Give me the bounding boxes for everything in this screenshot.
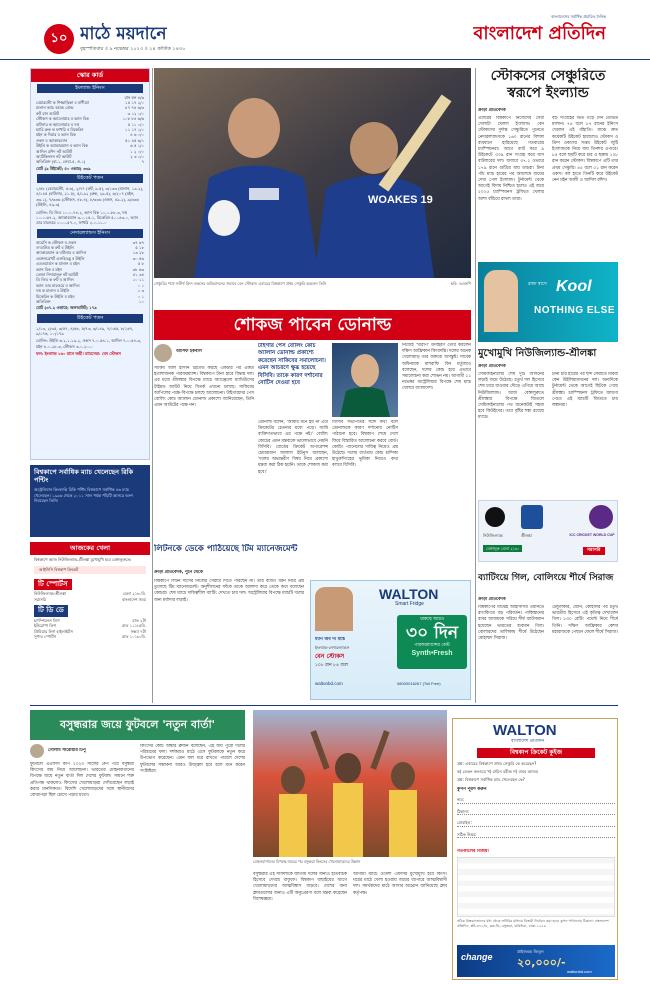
row-label: হ্যারি ব্রুক ক ফাখরি ব মিকেরিন	[36, 126, 84, 132]
fow2-text: ১/১৩, ২/৩৫, ৩/৫৭, ৪/৬৮, ৫/৭৩, ৬/১৪৯, ৭/১৬৫, ৮/১৬৭, ৯/১৭৬, ১০/১৭৯	[36, 325, 134, 336]
row-label: বেয়ারস্টো ক শিজ্জাড়িকা ব বাণীয়্যা	[36, 99, 90, 105]
row-value: ১০৮ ৮৪ ৬/৬	[122, 116, 144, 122]
page-number: ১০	[44, 24, 74, 54]
walton-sub: Smart Fridge	[395, 601, 424, 607]
row-value: ০ ১	[137, 282, 144, 288]
ad-model-figure	[484, 270, 518, 332]
walton-quiz-logo: WALTON	[493, 722, 557, 739]
bowling2-text: বোলিং: উইলি ৬.২-১-১৯-২, ওকস ৭-০-৫৪-১, আদিল ৭-০-৫৪-৩, মইন ৮-০-২৮-৩, স্টোকস ৩-০-২০-০	[36, 338, 142, 349]
scorecard-total: মোট (৯ উইকেট; ৫০ ওভার) ৩৩৯	[36, 165, 91, 171]
walton-quiz-sub: বাংলাদেশ প্রতিদিন	[511, 739, 545, 744]
stokes-photo	[154, 68, 471, 278]
row-label: প্রিমিয়ার লিগ হাইলাইটস	[34, 628, 73, 634]
trivia-box	[30, 465, 150, 537]
tv2-schedule	[30, 618, 150, 640]
row-value: ১৩ ২৮	[132, 250, 144, 256]
row-label: ওকস ব অ্যাকারম্যান	[36, 137, 68, 143]
liton-text: বিশ্বকাপে লিটন দাসের নিজের সেরাটা দিতে পারছেন না। তার ব্যাটিং ধরন নিয়ে প্রশ্ন তুলেছে টিম ম্যানেজমেন্ট। অনুশীলনের ফাঁকে তাকে আলাদা করে ডেকে কথা বলেছেন কোচরা। শেষ ম্যাচে দায়িত্বশীল ব্যাটিং দেখতে চায় দল। অস্ট্রেলিয়ার বিপক্ষে ম্যাচটি দলের জন্য মর্যাদার লড়াই।	[154, 579, 304, 603]
scorecard-box	[30, 68, 150, 460]
tv2-row	[30, 634, 150, 640]
row-label: মালান ক্যাচ অ্যান্ড বোল্ড	[36, 105, 74, 111]
mom-player: বেন স্টোকস	[315, 653, 345, 660]
lead-photo-caption: সেঞ্চুরির পথে সতীর্থ ক্রিস ওকসের অভিবাদনের জবাবে বেন স্টোকস। এবারের বিশ্বকাপে প্রথম সেঞ্চুরি করলেন তিনি	[154, 281, 327, 286]
row-value: ৪১ ৩৪	[132, 271, 144, 277]
lead-photo-credit: ছবি: এএফপি	[450, 281, 471, 286]
winners-title: গতকালের বিজয়ী	[457, 849, 489, 854]
row-value: ৫ ১১ ০/০	[127, 121, 144, 127]
quiz-q1: প্রশ্ন: এবারের বিশ্বকাপে প্রথম সেঞ্চুরি কে করেছেন?	[457, 761, 537, 766]
live-badge: সরাসরি	[583, 547, 605, 555]
offer-days: ৩০ দিন	[406, 623, 458, 644]
row-value: ০ ১	[137, 293, 144, 299]
fow2-title: উইকেট পতন	[37, 314, 143, 323]
siraj-col2: টেন্ডুলকার, ধোনি, কোহলির পর চতুর্থ ভারতীয় হিসেবে এই কৃতিত্ব দেখালেন গিল। ৮৩০ রেটিং পয়েন্ট নিয়ে শীর্ষে তিনি। দক্ষিণ আফ্রিকার কেশব মহারাজকে পেছনে ফেলে শীর্ষে সিরাজ।	[552, 605, 618, 635]
world-cup-icon	[589, 505, 613, 529]
row-label: তেজা নিদামানুরু নট আউট	[36, 271, 79, 277]
quiz-form-field[interactable]: নাম:	[457, 795, 615, 804]
row-value: বেলা ২:৩০মি.	[122, 591, 146, 597]
row-value: ৫ ১৮	[135, 244, 144, 250]
row-label: অ্যাটকিনসন নট আউট	[36, 153, 72, 159]
kool-brand: Kool	[556, 278, 592, 295]
tv1-schedule	[30, 591, 150, 602]
row-value: ২ ৩ ০/০	[130, 153, 144, 159]
row-label: স্টোকস ক অ্যালোয়ার ব ভ্যান বিক	[36, 116, 89, 122]
row-label: ডি লিড ক রুট ব আদিল	[36, 277, 74, 283]
quiz-site: waltonbd.com	[567, 969, 592, 974]
row-label: অতিরিক্ত (বা-১, লেবা-৫, ও-১)	[36, 159, 86, 165]
change-logo: change	[461, 952, 493, 962]
column-rule	[475, 68, 476, 703]
row-value: রাত ১০:৩০মি.	[121, 634, 146, 640]
scorecard-team2: নেদারল্যান্ডস ইনিংস	[37, 229, 143, 238]
quiz-rules: সঠিক উত্তরদাতাদের মধ্য থেকে লটারির মাধ্যমে বিজয়ী নির্বাচন করা হবে। কুপন পাঠানোর ঠিকানা: বাংলাদেশ প্রতিদিন, প্লট-৩৭১/এ, ব্লক-ডি, বসুন্ধরা, বারিধারা, ঢাকা-১২২৯	[457, 919, 609, 928]
lead-col2: বড় সংগ্রহের ভিত গড়ে দেন ডেভিড মালান। ৭৪ বলে ৮৭ রানের ইনিংস খেলেন এই বাঁহাতি। মাঝে দ্রুত কয়েকটি উইকেট হারালেও স্টোকস ও ক্রিস ওকসের সপ্তম উইকেট জুটি ইংল্যান্ডকে নিয়ে যায় তিনশর ওপারে। ৮৪ বলে ছয়টি করে চার ও ছক্কায় ১০৮ রান করেন স্টোকস। বিশ্বকাপে এটি তার প্রথম সেঞ্চুরি। ৪৫ বলে ৫১ রান করেন ওকস। বল হাতে তিনটি করে উইকেট নেন মইন আলী ও আদিল রশিদ।	[552, 116, 618, 184]
match-result: ফল: ইংল্যান্ড ১৬০ রানে জয়ী। ম্যাচসেরা: বেন স্টোকস	[36, 351, 121, 357]
row-label: অতিরিক্ত	[36, 299, 51, 305]
team-b: শ্রীলঙ্কা	[521, 533, 532, 538]
mom-match: ইংল্যান্ড-নেদারল্যান্ডস	[315, 645, 350, 650]
row-label: ভ্যান ডার মারওয়ে ব আদিল	[36, 282, 80, 288]
row-label: দত্ত ক মালান ব উইলি	[36, 288, 70, 294]
row-value: ৩৭ ৬৭	[132, 239, 144, 245]
kool-prefix: ঠান্ডা শ্বাসে	[528, 282, 547, 287]
siraj-col1: বিশ্বকাপের মাঝেই আইসিসির ওয়ানডে র‌্যাংকিংয়ে বড় পরিবর্তন। পাকিস্তানের বাবর আজমকে সরিয়ে শীর্ষ ব্যাটসম্যান হয়েছেন ভারতের শুবমান গিল। বোলারদের তালিকায় শীর্ষে উঠেছেন মোহাম্মদ সিরাজ।	[478, 605, 544, 642]
match-badge	[478, 500, 618, 562]
walton-quiz-ad[interactable]	[452, 718, 618, 980]
celebration-illustration	[253, 710, 447, 857]
siraj-byline: ক্রীড়া প্রতিবেদক	[478, 597, 506, 602]
nz-headline: মুখোমুখি নিউজিল্যান্ড-শ্রীলঙ্কা	[478, 348, 597, 359]
scorecard-cols: রান বল ৪/৬	[124, 94, 144, 100]
row-label: নিউজিল্যান্ড-শ্রীলঙ্কা	[34, 591, 67, 597]
row-label: ও'ডাউড ক রুট ব উইলি	[36, 244, 74, 250]
match-venue-badge: বেঙ্গালুরু বেলা ২:৩০	[483, 545, 522, 552]
offer-label: থাকছে আরও	[419, 617, 445, 622]
football-col2: কিংসের কোচ অস্কার ব্রুজন বলেছেন, এই জয় পুরো দলের পরিশ্রমের ফল। দর্শকরাও মাঠে এসে ফুটবলকে নতুন করে উপভোগ করেছেন। এমন ফল ধরে রাখতে পারলে দেশের ফুটবলের সম্ভাবনা আরও উজ্জ্বল হবে বলে মনে করেন সংশ্লিষ্টরা।	[140, 744, 245, 774]
donald-col3: বিসিবি সভাপতির সঙ্গে কথা বলে ডোনাল্ডকে কারণ দর্শানোর নোটিস পাঠানো হবে। বিশ্বকাপ শেষে দেশে ফিরে বিস্তারিত আলোচনা করবে বোর্ড। কোচিং প্যানেলের দায়িত্ব নিয়েও প্রশ্ন উঠেছে। দলের ব্যর্থতায় কোচ চান্দিকা হাথুরুসিংহের ভূমিকা নিয়েও কথা বলবে বিসিবি।	[332, 420, 398, 469]
lead-headline: স্টোকসের সেঞ্চুরিতে স্বরূপে ইংল্যান্ড	[490, 68, 606, 101]
row-label: এঙ্গেলব্রেখট এলবিডব্লু ব উইলি	[36, 255, 85, 261]
row-value: ৭	[141, 159, 144, 165]
row-label: এডওয়ার্ডস ক মালান ব মইন	[36, 261, 80, 267]
liton-headline: লিটনকে ডেকে পাঠিয়েছে টিম ম্যানেজমেন্ট	[154, 544, 298, 554]
trivia-text: অস্ট্রেলিয়ান কিংবদন্তি রিকি পন্টিং বিশ্বকাপে সর্বাধিক ৪৬ ম্যাচ খেলেছেন। ১৯৯৬ থেকে ২০১১ সাল পর্যন্ত পাঁচটি আসরে অংশ নিয়েছেন তিনি।	[34, 487, 133, 504]
cup-label: ICC CRICKET WORLD CUP	[569, 533, 615, 537]
football-col3: বসুন্ধরার এই সাফল্যকে জাতীয় দলের জন্যও ইতিবাচক হিসেবে দেখছে বাফুফে। বিশ্বকাপ বাছাইয়ের আগে খেলোয়াড়দের আত্মবিশ্বাস বাড়বে। দেশের অন্য ক্লাবগুলোর জন্যও এটি অনুপ্রেরণা বলে মন্তব্য করেছেন বিশেষজ্ঞরা।	[253, 872, 347, 902]
brand-tagline: বাংলাদেশের সর্বাধিক প্রচারিত দৈনিক	[551, 14, 606, 19]
row-value: ৩৮ ৬৩	[132, 266, 144, 272]
row-value: ৩ ১২ ০/০	[127, 110, 144, 116]
author-avatar	[154, 344, 172, 362]
todays-games	[30, 542, 150, 692]
scorecard-total-2: মোট (৩৭.২ ওভারে; অলআউট) ১৭৯	[36, 305, 97, 311]
tv1-row	[30, 597, 150, 603]
row-label: বাটলার ক অ্যালোয়ার ব দত্ত	[36, 121, 80, 127]
nz-col2: টানা চার হারের পর ছন্দ ফেরাতে মরিয়া কেন উইলিয়ামসনের দল। অন্যদিকে টুর্নামেন্ট থেকে আগেই ছিটকে গেছে শ্রীলঙ্কা। চ্যাম্পিয়নস ট্রফিতে জায়গা পেতে এই ম্যাচটি জিততে চায় লঙ্কানরা।	[552, 372, 618, 409]
quiz-q2: প্রশ্ন: বিশ্বকাপে সর্বাধিক ম্যাচ খেলেছেন কে?	[457, 777, 525, 782]
kool-ad[interactable]	[478, 262, 618, 342]
row-label: আদিল রশিদ নট আউট	[36, 148, 73, 154]
scorecard-team1: ইংল্যান্ড ইনিংস	[37, 84, 143, 93]
tv-channel-2: টি ডি ডে	[34, 605, 68, 616]
donald-illustration	[332, 343, 398, 417]
today-note: বিশ্বকাপে আজ নিউজিল্যান্ড-শ্রীলঙ্কা মুখোমুখি হবে বেঙ্গালুরুতে।	[34, 556, 132, 562]
quiz-form-field[interactable]: মোবাইল:	[457, 818, 615, 827]
row-value: ৮৭ ৭৪ ৬/৩	[125, 105, 144, 111]
section-title: মাঠে ময়দানে	[80, 24, 167, 44]
donald-headline: শোকজ পাবেন ডোনাল্ড	[154, 310, 471, 340]
donald-col2: ডোনাল্ড বলেন, 'আমার মনে হয় না এটা ক্রিকেটের চেতনার মধ্যে পড়ে। আমি ব্যক্তিগতভাবে এর পক্ষে নই।' বোলিং কোচের এমন মন্তব্যকে ভালোভাবে নেয়নি বিসিবি। বোর্ডের ক্রিকেট অপারেশন্স চেয়ারম্যান জালাল ইউনুস বলেছেন, 'দলের অভ্যন্তরীণ বিষয় নিয়ে প্রকাশ্যে মন্তব্য করা ঠিক হয়নি। তাকে শোকজ করা হবে।'	[258, 420, 328, 475]
section-divider	[30, 705, 618, 706]
row-value: রাত ২টা	[132, 617, 146, 623]
mom-label: ম্যান অব দ্য ম্যাচ	[315, 637, 346, 642]
sl-crest-icon	[521, 505, 543, 529]
row-value: ১ ৩	[137, 288, 144, 294]
column-rule	[152, 68, 153, 703]
row-label: অ্যাকারম্যান ক বাটলার ব আদিল	[36, 250, 87, 256]
team-a: নিউজিল্যান্ড	[483, 533, 503, 538]
prize-amount: ২০,০০০/-	[517, 956, 566, 969]
quiz-form-field[interactable]: ঠিকানা:	[457, 807, 615, 816]
quiz-title: বিশ্বকাপ ক্রিকেট কুইজ	[477, 748, 595, 758]
bowling-text: বোলিং: ডি লিড ১০-০-৭৪-২, ভ্যান বিক ১০-০-৮৮-৩, দত্ত ১০-০-৬৭-২, অ্যাকারম্যান ৩-০-১৫-১, মিকেরিন ৫-০-৪৩-০, ভ্যান ডার মারওয়ে ১০-০-৫৭-০, ফাখরি ২-০-১১-০	[36, 209, 138, 226]
walton-hotline: 08000016267 (Toll Free)	[397, 681, 441, 686]
batting-list	[31, 100, 149, 165]
row-value: ৫ ৮	[137, 261, 144, 267]
prize-label: প্রাইজবন্ড জিতুন	[517, 949, 544, 954]
walton-site: waltonbd.com	[315, 681, 343, 686]
today-title: আজকের খেলা	[30, 542, 150, 555]
row-value: ১০ ১১	[132, 277, 144, 283]
row-label: সরাসরি	[34, 596, 46, 602]
walton-logo: WALTON	[379, 586, 439, 602]
row-value: ১০	[138, 299, 144, 305]
mom-runs: ১০৮ রান ৮৪ বলে	[315, 663, 349, 668]
row-value: ১ ২ ০/০	[130, 148, 144, 154]
football-col1: ফুটবলে এএফসি কাপ ২০২৩ সালের গ্রুপ পর্বে বসুন্ধরা কিংসের জয় নিয়ে আলোচনা। ভারতের মোহনবাগানের বিপক্ষে জয়ে নতুন বার্তা দিল দেশের ফুটবল। সামনে শক্ত প্রতিপক্ষ থাকলেও কিংসের খেলোয়াড়রা দেখিয়েছেন লড়াই করার মানসিকতা। বিদেশি খেলোয়াড়দের সঙ্গে স্থানীয়দের বোঝাপড়া ছিল চোখে পড়ার মতো।	[30, 762, 134, 799]
quiz-options: ক) ডেভন কনওয়ে খ) রাচিন রবীন্দ্র গ) বাবর আজম	[457, 769, 539, 774]
row-label: মিকেরিন ক উইলি ব মইন	[36, 293, 75, 299]
offer-box	[397, 615, 467, 669]
row-value: সন্ধ্যা ৭টা	[130, 628, 146, 634]
header-date: বৃহস্পতিবার ॥ ৯ নভেম্বর ২০২৩ ॥ ২৪ কার্তিক ১৪৩০	[80, 46, 186, 52]
donald-col1: সাকিব আল হাসান ব্রিগেড করছে একটার পর একটা হতাশাজনক পারফরম্যান্স। বিশ্বকাপে টানা হারে বিদ্ধস্ত দল। এর মধ্যে শ্রীলঙ্কার বিপক্ষে ম্যাচে অ্যাঞ্জেলো ম্যাথিউসের টাইমড আউট নিয়ে বিতর্ক এখনো চলছে। সাকিবের আপিলের পক্ষে-বিপক্ষে চলছে আলোচনা। টাইগারদের পেস বোলিং কোচ অ্যালান ডোনাল্ড প্রকাশ্যে জানিয়েছেন, তিনি এমন আউটের পক্ষে নন।	[154, 366, 254, 409]
football-photo	[253, 710, 447, 857]
stokes-illustration	[154, 68, 471, 278]
donald-col4: নিজেই 'খারাপ' উদাহরণ তৈরি করলেন দক্ষিণ আফ্রিকান কিংবদন্তি। দলের অনেক খেলোয়াড় তার বক্তব্যে অসন্তুষ্ট। সাবেক অধিনায়ক মাশরাফি বিন মর্তুজাও বলেছেন, দলের কোচ হয়ে এভাবে সমালোচনা করা শোভন নয়। আগামী ১১ নভেম্বর অস্ট্রেলিয়ার বিপক্ষে শেষ ম্যাচ খেলবে বাংলাদেশ।	[402, 343, 471, 392]
batting-list-2	[31, 240, 149, 305]
nz-col1: সেমিফাইনালের শেষ দুটি আসনের লড়াই জমে উঠেছে। চতুর্থ দল হিসেবে শেষ চারে যাওয়ার দৌড়ে এগিয়ে আছে নিউজিল্যান্ড। আজ বেঙ্গালুরুতে শ্রীলঙ্কার বিপক্ষে জিতলে সেমিফাইনালের পথ অনেকটাই সহজ হবে কিউইদের। তবে বৃষ্টির শঙ্কা রয়েছে ম্যাচে।	[478, 372, 544, 421]
row-label: রুট রান আউট	[36, 110, 59, 116]
trivia-title: বিশ্বকাপে সর্বাধিক ম্যাচ খেলেছেন রিকি পন্টিং	[34, 468, 134, 484]
lead-col1: এবারের বিশ্বকাপে নিজেদের সেরা খেলাটা খেলল ইংল্যান্ড। বেন স্টোকসের দুর্দান্ত সেঞ্চুরিতে পুনেতে নেদারল্যান্ডসকে ১৬০ রানের বিশাল ব্যবধানে হারিয়েছে গতবারের চ্যাম্পিয়নরা। আগে ব্যাট করে ৯ উইকেটে ৩৩৯ রান সংগ্রহ করে জস বাটলারের দল। জবাবে ৩৭.২ ওভারে ১৭৯ রানে গুটিয়ে যায় ডাচরা। টানা পাঁচ ম্যাচ হারের পর অবশেষে জয়ের দেখা পেল ইংল্যান্ড। টুর্নামেন্ট থেকে আগেই বিদায় নিশ্চিত হলেও এই জয়ে ২০২৫ চ্যাম্পিয়নস ট্রফিতে খেলার আশা বাঁচিয়ে রাখল তারা।	[478, 116, 544, 202]
walton-fridge-ad[interactable]	[310, 580, 471, 700]
nz-fern-icon	[485, 507, 505, 527]
row-label: বারেসি ক স্টোকস ব ওকস	[36, 239, 77, 245]
donald-pull-quote: টাইগার পেস বোলিং কোচ অ্যালান ডোনাল্ড প্রকাশ্যে করেছেন সাকিবের সমালোচনা। এমন আচরণে ক্ষুব্ধ হয়েছে বিসিবি। তাকে কারণ দর্শানোর নোটিস দেওয়া হবে	[258, 343, 326, 387]
football-author-avatar	[30, 744, 44, 758]
siraj-headline: ব্যাটিংয়ে গিল, বোলিংয়ে শীর্ষে সিরাজ	[478, 573, 614, 583]
tv-channel-1: টি স্পোর্টস	[34, 579, 72, 590]
row-value: ১১ ১৭ ১/০	[125, 126, 144, 132]
fow-text: ১/৪৮ (বেয়ারস্টো, ৫.৬), ২/৭৭ (রুট, ৯.৫), ৩/১৩৩ (মালান, ১৯.২), ৪/১৪৫ (বাটলার, ২১.৫), ৫/১৯২ (ব্রুক, ২৯.৫), ৬/২০৭ (মইন, ৩৩.১), ৭/৩৩৬ (স্টোকস, ৪৮.৪), ৮/৩৩৬ (ওকস, ৪৯.২), ৯/৩৩৬ (উইলি, ৪৯.৩)	[36, 185, 144, 208]
nz-byline: ক্রীড়া প্রতিবেদক	[478, 364, 506, 369]
quiz-form-field[interactable]: সঠিক উত্তর:	[457, 830, 615, 839]
donald-author: আসিফ ইকবাল	[176, 349, 202, 354]
row-label: উইলি ক অ্যাকারম্যান ব ভ্যান বিক	[36, 143, 88, 149]
row-value: ৩০ ৫৬	[132, 255, 144, 261]
row-value: বাংলাদেশ সময়	[122, 596, 146, 602]
row-label: মইন ক দিয়ার ব ভ্যান বিক	[36, 132, 76, 138]
newspaper-logo: বাংলাদেশ প্রতিদিন	[473, 23, 606, 44]
prize-banner	[457, 945, 615, 977]
quiz-form	[457, 795, 615, 841]
row-value: ৫১ ৪৫ ৬/১	[125, 137, 144, 143]
liton-byline: ক্রীড়া প্রতিবেদক, পুনে থেকে	[154, 570, 203, 575]
scorecard-title: স্কোর কার্ড	[31, 69, 149, 82]
donald-photo	[332, 343, 398, 417]
winners-list	[457, 857, 615, 917]
row-value: ৬ ৫ ১/০	[130, 143, 144, 149]
lead-byline: ক্রীড়া প্রতিবেদক	[478, 108, 506, 113]
football-headline: বসুন্ধরার জয়ে ফুটবলে 'নতুন বার্তা'	[30, 710, 245, 740]
row-value: ৪ ৬ ০/০	[130, 132, 144, 138]
offer-sub: পারফরম্যান্সের বেস্ট	[414, 643, 450, 649]
football-author: গোলাম সারোয়ার টিপু	[48, 748, 86, 753]
row-label: ইউরোপা লিগ	[34, 623, 57, 629]
row-label: ভ্যান বিক ব মইন	[36, 266, 62, 272]
football-col4: আগামী ম্যাচে ওডিশা এফসির মুখোমুখি হবে কিংস। ঘরের মাঠে খেলা হওয়ায় জয়ের ব্যাপারে আত্মবিশ্বাসী দল। সমর্থকদের মাঠে আসার আহ্বান জানিয়েছে ক্লাব কর্তৃপক্ষ।	[353, 872, 447, 896]
football-photo-caption: মোহনবাগানের বিপক্ষে জয়ের পর বসুন্ধরা কিংসের খেলোয়াড়দের উল্লাস	[253, 859, 361, 864]
synth-fresh-logo: Synth•Fresh	[411, 650, 453, 658]
player-photo	[315, 587, 353, 631]
row-label: সুপার স্পোর্টস	[34, 634, 57, 640]
row-value: ১৫ ১৭ ২/০	[125, 99, 144, 105]
kool-tagline: NOTHING ELSE	[534, 305, 616, 316]
jersey-text: WOAKES 19	[368, 194, 433, 206]
fow-title: উইকেট পতন	[37, 174, 143, 183]
row-label: চ্যাম্পিয়নস লিগ	[34, 617, 60, 623]
row-value: রাত ১১:৪৫মি.	[122, 623, 146, 629]
today-live: আইসিসি বিশ্বকাপ ক্রিকেট	[34, 566, 146, 573]
form-title: কুপন পূরণ করুন	[457, 787, 487, 792]
